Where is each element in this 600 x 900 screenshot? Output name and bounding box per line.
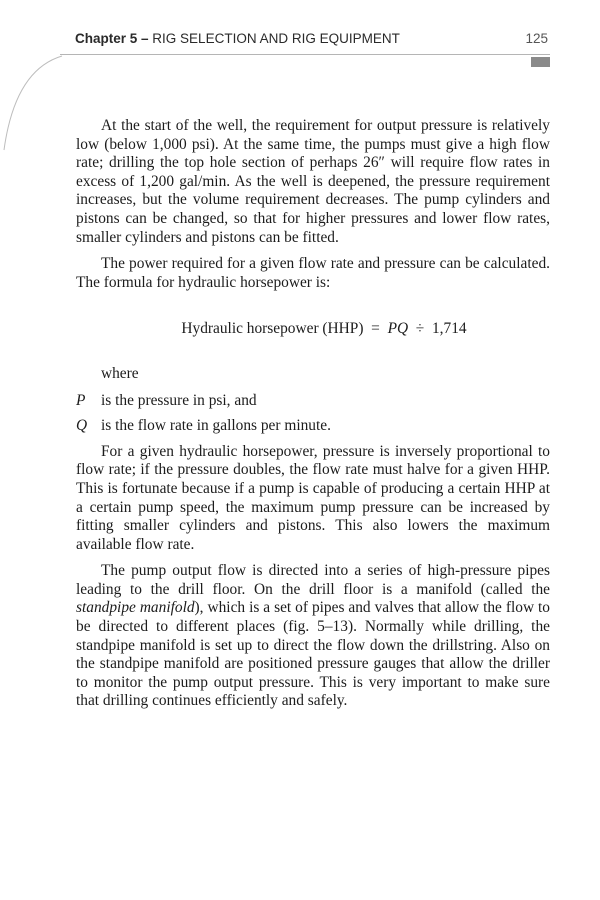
- where-label: where: [101, 364, 139, 382]
- body-text: [76, 117, 550, 719]
- corner-decoration: [0, 0, 80, 160]
- formula-constant: 1,714: [431, 320, 467, 338]
- formula-divide: ÷: [415, 320, 425, 338]
- term-standpipe-manifold: standpipe manifold: [76, 599, 195, 617]
- definition-text: is the flow rate in gallons per minute.: [101, 417, 331, 435]
- running-header: [75, 31, 400, 46]
- formula-equals: =: [371, 320, 380, 338]
- paragraph-4-end: ), which is a set of pipes and valves that allow the flow to be directed to different places (fig. 5–13). Normally while drilling, the standpipe manifold is set up to direct the flow down the drillstring. Also on the standpipe manifold are positioned pressure gauges that allow the driller to monitor the pump output pressure. This is very important to make sure that drilling continues efficiently and safely.: [76, 599, 551, 710]
- formula-lhs: Hydraulic horsepower (HHP): [181, 320, 364, 338]
- paragraph-4-start: The pump output flow is directed into a series of high-pressure pipes leading to the drill floor. On the drill floor is a manifold (called the: [76, 562, 550, 598]
- page-number: 125: [525, 31, 548, 46]
- header-tab-marker: [531, 57, 550, 67]
- chapter-title: RIG SELECTION AND RIG EQUIPMENT: [152, 31, 400, 46]
- definition-symbol: Q: [76, 417, 88, 435]
- paragraph-4: [76, 562, 550, 711]
- formula: [98, 320, 550, 339]
- definition-q: [76, 417, 550, 436]
- header-rule: [60, 54, 550, 55]
- formula-variables: PQ: [387, 320, 409, 338]
- paragraph-3: For a given hydraulic horsepower, pressure is inversely proportional to flow rate; if the pressure doubles, the flow rate must halve for a given HHP. This is fortunate because if a pump is capable of producing a certain HHP at a certain pump speed, the maximum pump pressure can be increased by fitting smaller cylinders and pistons. This also lowers the maximum available flow rate.: [76, 442, 550, 553]
- chapter-label: Chapter 5 –: [75, 31, 149, 46]
- paragraph-1: At the start of the well, the requirement for output pressure is relatively low (below 1,000 psi). At the same time, the pumps must give a high flow rate; drilling the top hole section of perhaps 26″ will require flow rates in excess of 1,200 gal/min. As the well is deepened, the pressure requirement increases, but the volume requirement decreases. The pump cylinders and pistons can be changed, so that for higher pressures and lower flow rates, smaller cylinders and pistons can be fitted.: [76, 117, 550, 246]
- definition-text: is the pressure in psi, and: [101, 391, 257, 409]
- definition-p: [76, 392, 550, 411]
- definition-symbol: P: [76, 391, 86, 409]
- paragraph-2: The power required for a given flow rate and pressure can be calculated. The formula for hydraulic horsepower is:: [76, 255, 550, 291]
